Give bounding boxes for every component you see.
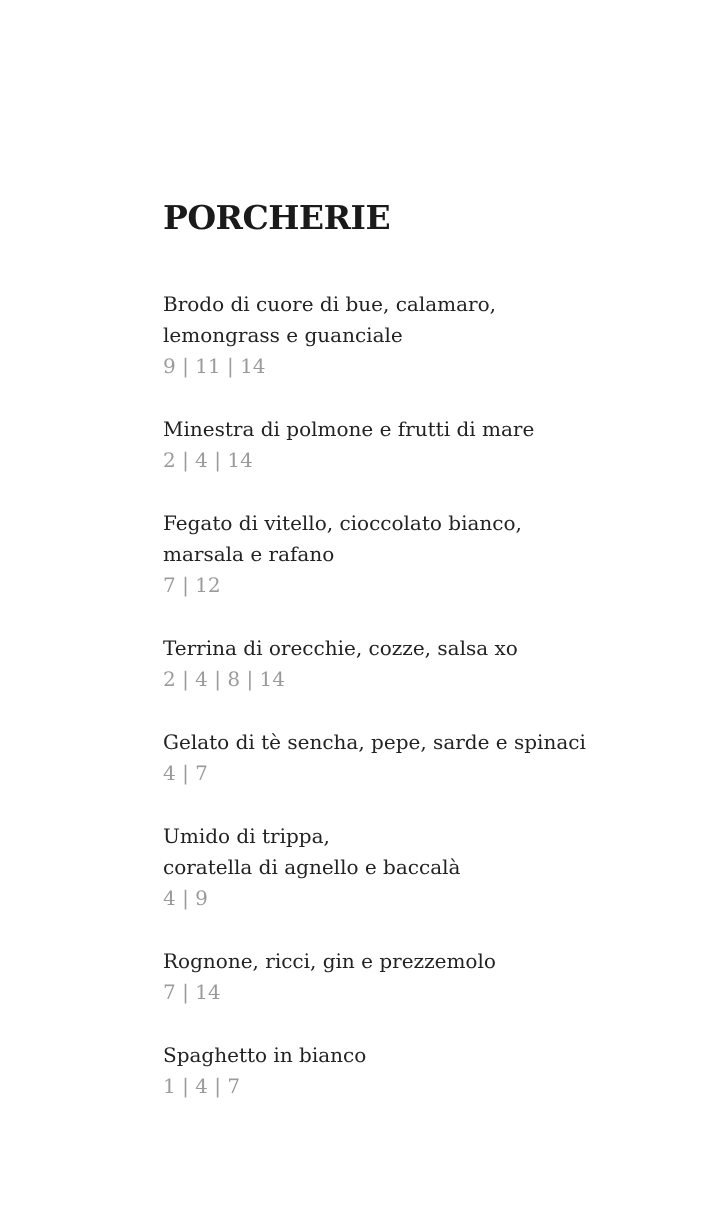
allergen-codes: 7 | 12 (163, 573, 221, 597)
section-title: PORCHERIE (163, 198, 391, 237)
menu-section (163, 196, 689, 1134)
dish-name: Brodo di cuore di bue, calamaro, lemongrass e guanciale (163, 292, 497, 347)
allergen-codes: 7 | 14 (163, 980, 221, 1004)
menu-item (163, 289, 689, 382)
allergen-codes: 4 | 7 (163, 761, 208, 785)
allergen-codes: 1 | 4 | 7 (163, 1074, 241, 1098)
allergen-codes: 2 | 4 | 8 | 14 (163, 667, 285, 691)
menu-item (163, 727, 689, 789)
menu-item (163, 821, 689, 914)
dish-name: Gelato di tè sencha, pepe, sarde e spinaci (163, 730, 586, 754)
menu-list (163, 289, 689, 1102)
dish-name: Spaghetto in bianco (163, 1043, 367, 1067)
menu-item (163, 1040, 689, 1102)
dish-name: Rognone, ricci, gin e prezzemolo (163, 949, 496, 973)
dish-name: Fegato di vitello, cioccolato bianco, marsala e rafano (163, 511, 522, 566)
allergen-codes: 9 | 11 | 14 (163, 354, 266, 378)
menu-item (163, 946, 689, 1008)
dish-name: Minestra di polmone e frutti di mare (163, 417, 535, 441)
dish-name: Terrina di orecchie, cozze, salsa xo (163, 636, 518, 660)
allergen-codes: 2 | 4 | 14 (163, 448, 253, 472)
menu-item (163, 508, 689, 601)
allergen-codes: 4 | 9 (163, 886, 208, 910)
dish-name: Umido di trippa, coratella di agnello e baccalà (163, 824, 461, 879)
menu-item (163, 414, 689, 476)
menu-item (163, 633, 689, 695)
